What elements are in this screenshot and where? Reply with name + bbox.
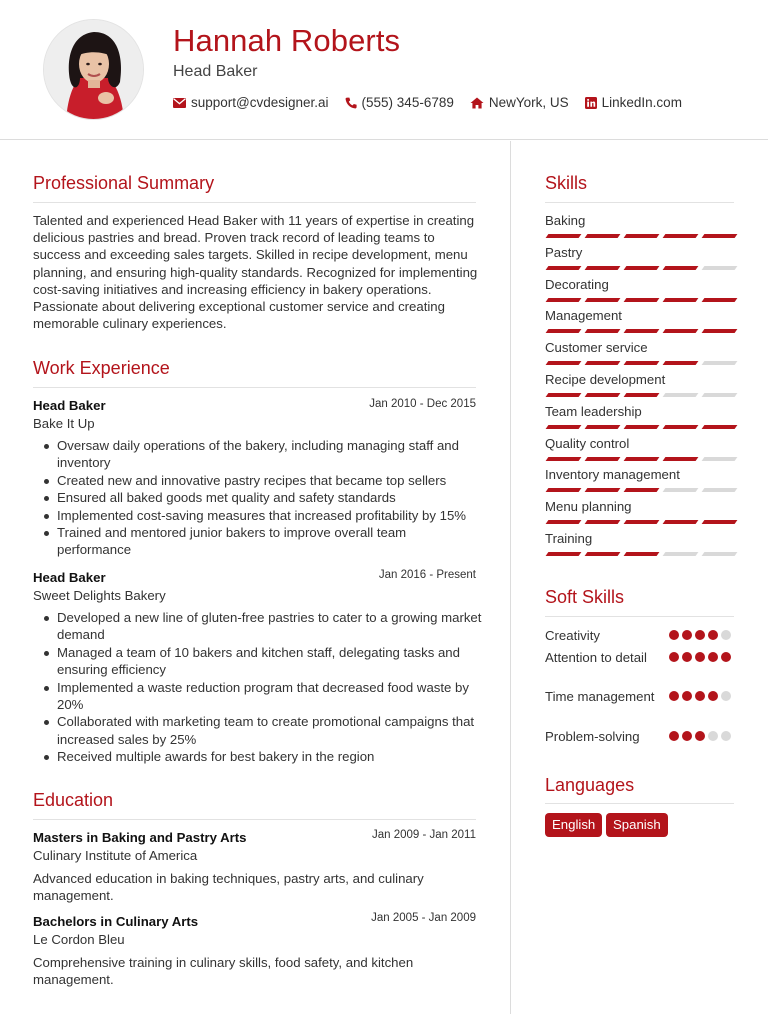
skill-label: Pastry [545, 245, 583, 260]
edu-1-degree: Masters in Baking and Pastry Arts [33, 830, 247, 845]
edu-1-description: Advanced education in baking techniques, pastry arts, and culinary management. [33, 871, 424, 904]
skill-level-bar [545, 457, 734, 461]
soft-skill-label: Time management [545, 689, 655, 704]
skills-heading: Skills [545, 173, 588, 193]
job-2-company: Sweet Delights Bakery [33, 588, 166, 603]
skill-segment-filled [585, 234, 621, 238]
contact-email-text: support@cvdesigner.ai [191, 95, 329, 110]
edu-2-dates: Jan 2005 - Jan 2009 [371, 912, 476, 924]
skill-segment-filled [546, 393, 582, 397]
skill-segment-filled [546, 457, 582, 461]
soft-skills-heading: Soft Skills [545, 587, 625, 607]
skill-segment-filled [624, 234, 660, 238]
experience-heading: Work Experience [33, 358, 170, 378]
soft-skill-label: Problem-solving [545, 729, 640, 744]
soft-skill-label: Attention to detail [545, 650, 647, 665]
skill-segment-filled [624, 266, 660, 270]
skill-segment-filled [663, 266, 699, 270]
job-1-bullet: Ensured all baked goods met quality and safety standards [33, 489, 483, 506]
rating-dot-filled [708, 630, 718, 640]
skill-segment-filled [702, 520, 738, 524]
edu-2-description: Comprehensive training in culinary skills, food safety, and kitchen management. [33, 955, 414, 988]
profile-photo-illustration [44, 20, 144, 120]
skill-segment-filled [585, 266, 621, 270]
contact-phone-text: (555) 345-6789 [361, 95, 454, 110]
edu-1-dates: Jan 2009 - Jan 2011 [371, 829, 476, 841]
rating-dot-filled [708, 652, 718, 662]
summary-heading: Professional Summary [33, 173, 215, 193]
skill-segment-filled [624, 552, 660, 556]
soft-skill-label: Creativity [545, 628, 600, 643]
skill-level-bar [545, 298, 734, 302]
skill-segment-filled [663, 425, 699, 429]
summary-text: Talented and experienced Head Baker with 11 years of expertise in creating delicious pastries and bread. Proven track record of leading teams to success and exceeding sales targets. Skilled in recipe development, menu planning, and ensuring high-quality standards. Recognized for implementing cost-saving initiatives and increasing efficiency in bakery operations. Passionate about delivering exceptional customer service and creating memorable culinary experiences. [33, 213, 478, 332]
candidate-name: Hannah Roberts [173, 23, 401, 58]
skill-label: Inventory management [545, 467, 680, 482]
rating-dot-filled [695, 731, 705, 741]
resume-header [0, 0, 768, 140]
rating-dot-filled [682, 652, 692, 662]
skill-segment-filled [624, 488, 660, 492]
job-1-bullet: Implemented cost-saving measures that increased profitability by 15% [33, 507, 483, 524]
skill-segment-filled [546, 552, 582, 556]
skill-segment-filled [585, 520, 621, 524]
skill-segment-filled [663, 298, 699, 302]
skill-segment-filled [663, 457, 699, 461]
rating-dot-empty [708, 731, 718, 741]
soft-skill-rating [669, 630, 734, 640]
job-1-dates: Jan 2010 - Dec 2015 [369, 398, 476, 410]
home-icon [470, 97, 484, 109]
skill-segment-filled [624, 361, 660, 365]
experience-rule [33, 387, 476, 388]
job-2-bullet: Managed a team of 10 bakers and kitchen staff, delegating tasks and ensuring efficiency [33, 644, 483, 679]
job-2-bullet: Implemented a waste reduction program that decreased food waste by 20% [33, 679, 483, 714]
skill-level-bar [545, 329, 734, 333]
column-divider [510, 141, 511, 1014]
summary-rule [33, 202, 476, 203]
languages-heading: Languages [545, 775, 635, 795]
skill-segment-filled [585, 457, 621, 461]
soft-skills-rule [545, 616, 734, 617]
skill-label: Decorating [545, 277, 609, 292]
skill-segment-filled [546, 234, 582, 238]
contact-bar [173, 95, 698, 110]
job-1-bullet: Oversaw daily operations of the bakery, including managing staff and inventory [33, 437, 483, 472]
skill-level-bar [545, 266, 734, 270]
contact-email[interactable] [173, 95, 329, 110]
skill-segment-filled [546, 520, 582, 524]
rating-dot-filled [721, 652, 731, 662]
skill-segment-filled [663, 361, 699, 365]
skill-label: Management [545, 308, 622, 323]
skill-label: Customer service [545, 340, 648, 355]
language-badge: English [545, 813, 602, 837]
rating-dot-empty [721, 630, 731, 640]
skill-segment-empty [702, 552, 738, 556]
job-2-bullet: Received multiple awards for best bakery in the region [33, 748, 483, 765]
job-2-dates: Jan 2016 - Present [378, 569, 476, 581]
skill-segment-filled [702, 298, 738, 302]
job-2-title: Head Baker [33, 570, 106, 585]
rating-dot-filled [682, 731, 692, 741]
skill-segment-filled [624, 298, 660, 302]
skill-segment-filled [546, 266, 582, 270]
skill-segment-filled [702, 425, 738, 429]
skill-segment-filled [702, 234, 738, 238]
rating-dot-filled [695, 652, 705, 662]
skill-label: Recipe development [545, 372, 666, 387]
language-badge: Spanish [606, 813, 668, 837]
skill-segment-filled [624, 520, 660, 524]
job-2-bullet: Developed a new line of gluten-free pastries to cater to a growing market demand [33, 609, 483, 644]
skill-segment-filled [585, 298, 621, 302]
skill-segment-filled [546, 425, 582, 429]
job-2-bullets [33, 609, 483, 766]
edu-1-school: Culinary Institute of America [33, 848, 198, 863]
envelope-icon [173, 98, 186, 108]
skill-segment-filled [585, 393, 621, 397]
skill-segment-empty [702, 457, 738, 461]
job-1-bullets [33, 437, 483, 559]
skill-level-bar [545, 552, 734, 556]
skill-segment-empty [663, 552, 699, 556]
candidate-title: Head Baker [173, 63, 258, 80]
skill-label: Team leadership [545, 404, 642, 419]
rating-dot-filled [695, 691, 705, 701]
edu-2-school: Le Cordon Bleu [33, 932, 125, 947]
job-2-bullet: Collaborated with marketing team to create promotional campaigns that increased sales by 25% [33, 713, 483, 748]
profile-photo [43, 19, 144, 120]
skill-segment-filled [585, 552, 621, 556]
rating-dot-empty [721, 691, 731, 701]
soft-skill-rating [669, 731, 734, 741]
rating-dot-filled [695, 630, 705, 640]
skill-segment-empty [663, 488, 699, 492]
languages-rule [545, 803, 734, 804]
skill-level-bar [545, 488, 734, 492]
soft-skill-rating [669, 652, 734, 662]
rating-dot-filled [708, 691, 718, 701]
contact-linkedin[interactable] [585, 95, 682, 110]
skill-label: Training [545, 531, 593, 546]
education-rule [33, 819, 476, 820]
skill-segment-filled [663, 329, 699, 333]
education-heading: Education [33, 790, 114, 810]
skill-segment-filled [585, 488, 621, 492]
skill-segment-empty [702, 361, 738, 365]
skill-label: Menu planning [545, 499, 632, 514]
skill-label: Quality control [545, 436, 630, 451]
skill-level-bar [545, 393, 734, 397]
job-1-company: Bake It Up [33, 416, 95, 431]
skill-segment-filled [624, 393, 660, 397]
skill-segment-empty [702, 393, 738, 397]
job-1-bullet: Created new and innovative pastry recipes that became top sellers [33, 472, 483, 489]
skill-segment-filled [624, 329, 660, 333]
rating-dot-empty [721, 731, 731, 741]
phone-icon [345, 97, 357, 109]
skill-segment-filled [585, 329, 621, 333]
edu-2-degree: Bachelors in Culinary Arts [33, 914, 199, 929]
skill-segment-filled [585, 425, 621, 429]
job-1-title: Head Baker [33, 398, 106, 413]
rating-dot-filled [682, 691, 692, 701]
rating-dot-filled [669, 652, 679, 662]
skill-segment-filled [624, 457, 660, 461]
skill-segment-filled [663, 234, 699, 238]
contact-phone[interactable] [345, 95, 454, 110]
linkedin-icon [585, 97, 597, 109]
contact-location-text: NewYork, US [488, 95, 569, 110]
rating-dot-filled [669, 630, 679, 640]
skill-level-bar [545, 361, 734, 365]
contact-location [470, 95, 569, 110]
skill-label: Baking [545, 213, 586, 228]
skill-segment-filled [663, 520, 699, 524]
skill-segment-empty [663, 393, 699, 397]
job-1-bullet: Trained and mentored junior bakers to improve overall team performance [33, 524, 483, 559]
skill-level-bar [545, 425, 734, 429]
skill-level-bar [545, 234, 734, 238]
skill-segment-empty [702, 266, 738, 270]
rating-dot-filled [682, 630, 692, 640]
skill-level-bar [545, 520, 734, 524]
rating-dot-filled [669, 731, 679, 741]
skill-segment-filled [546, 488, 582, 492]
rating-dot-filled [669, 691, 679, 701]
skill-segment-filled [546, 329, 582, 333]
skill-segment-filled [624, 425, 660, 429]
soft-skill-rating [669, 691, 734, 701]
skill-segment-filled [546, 298, 582, 302]
skills-rule [545, 202, 734, 203]
skill-segment-filled [546, 361, 582, 365]
skill-segment-filled [702, 329, 738, 333]
skill-segment-empty [702, 488, 738, 492]
skill-segment-filled [585, 361, 621, 365]
contact-linkedin-text: LinkedIn.com [601, 95, 682, 110]
